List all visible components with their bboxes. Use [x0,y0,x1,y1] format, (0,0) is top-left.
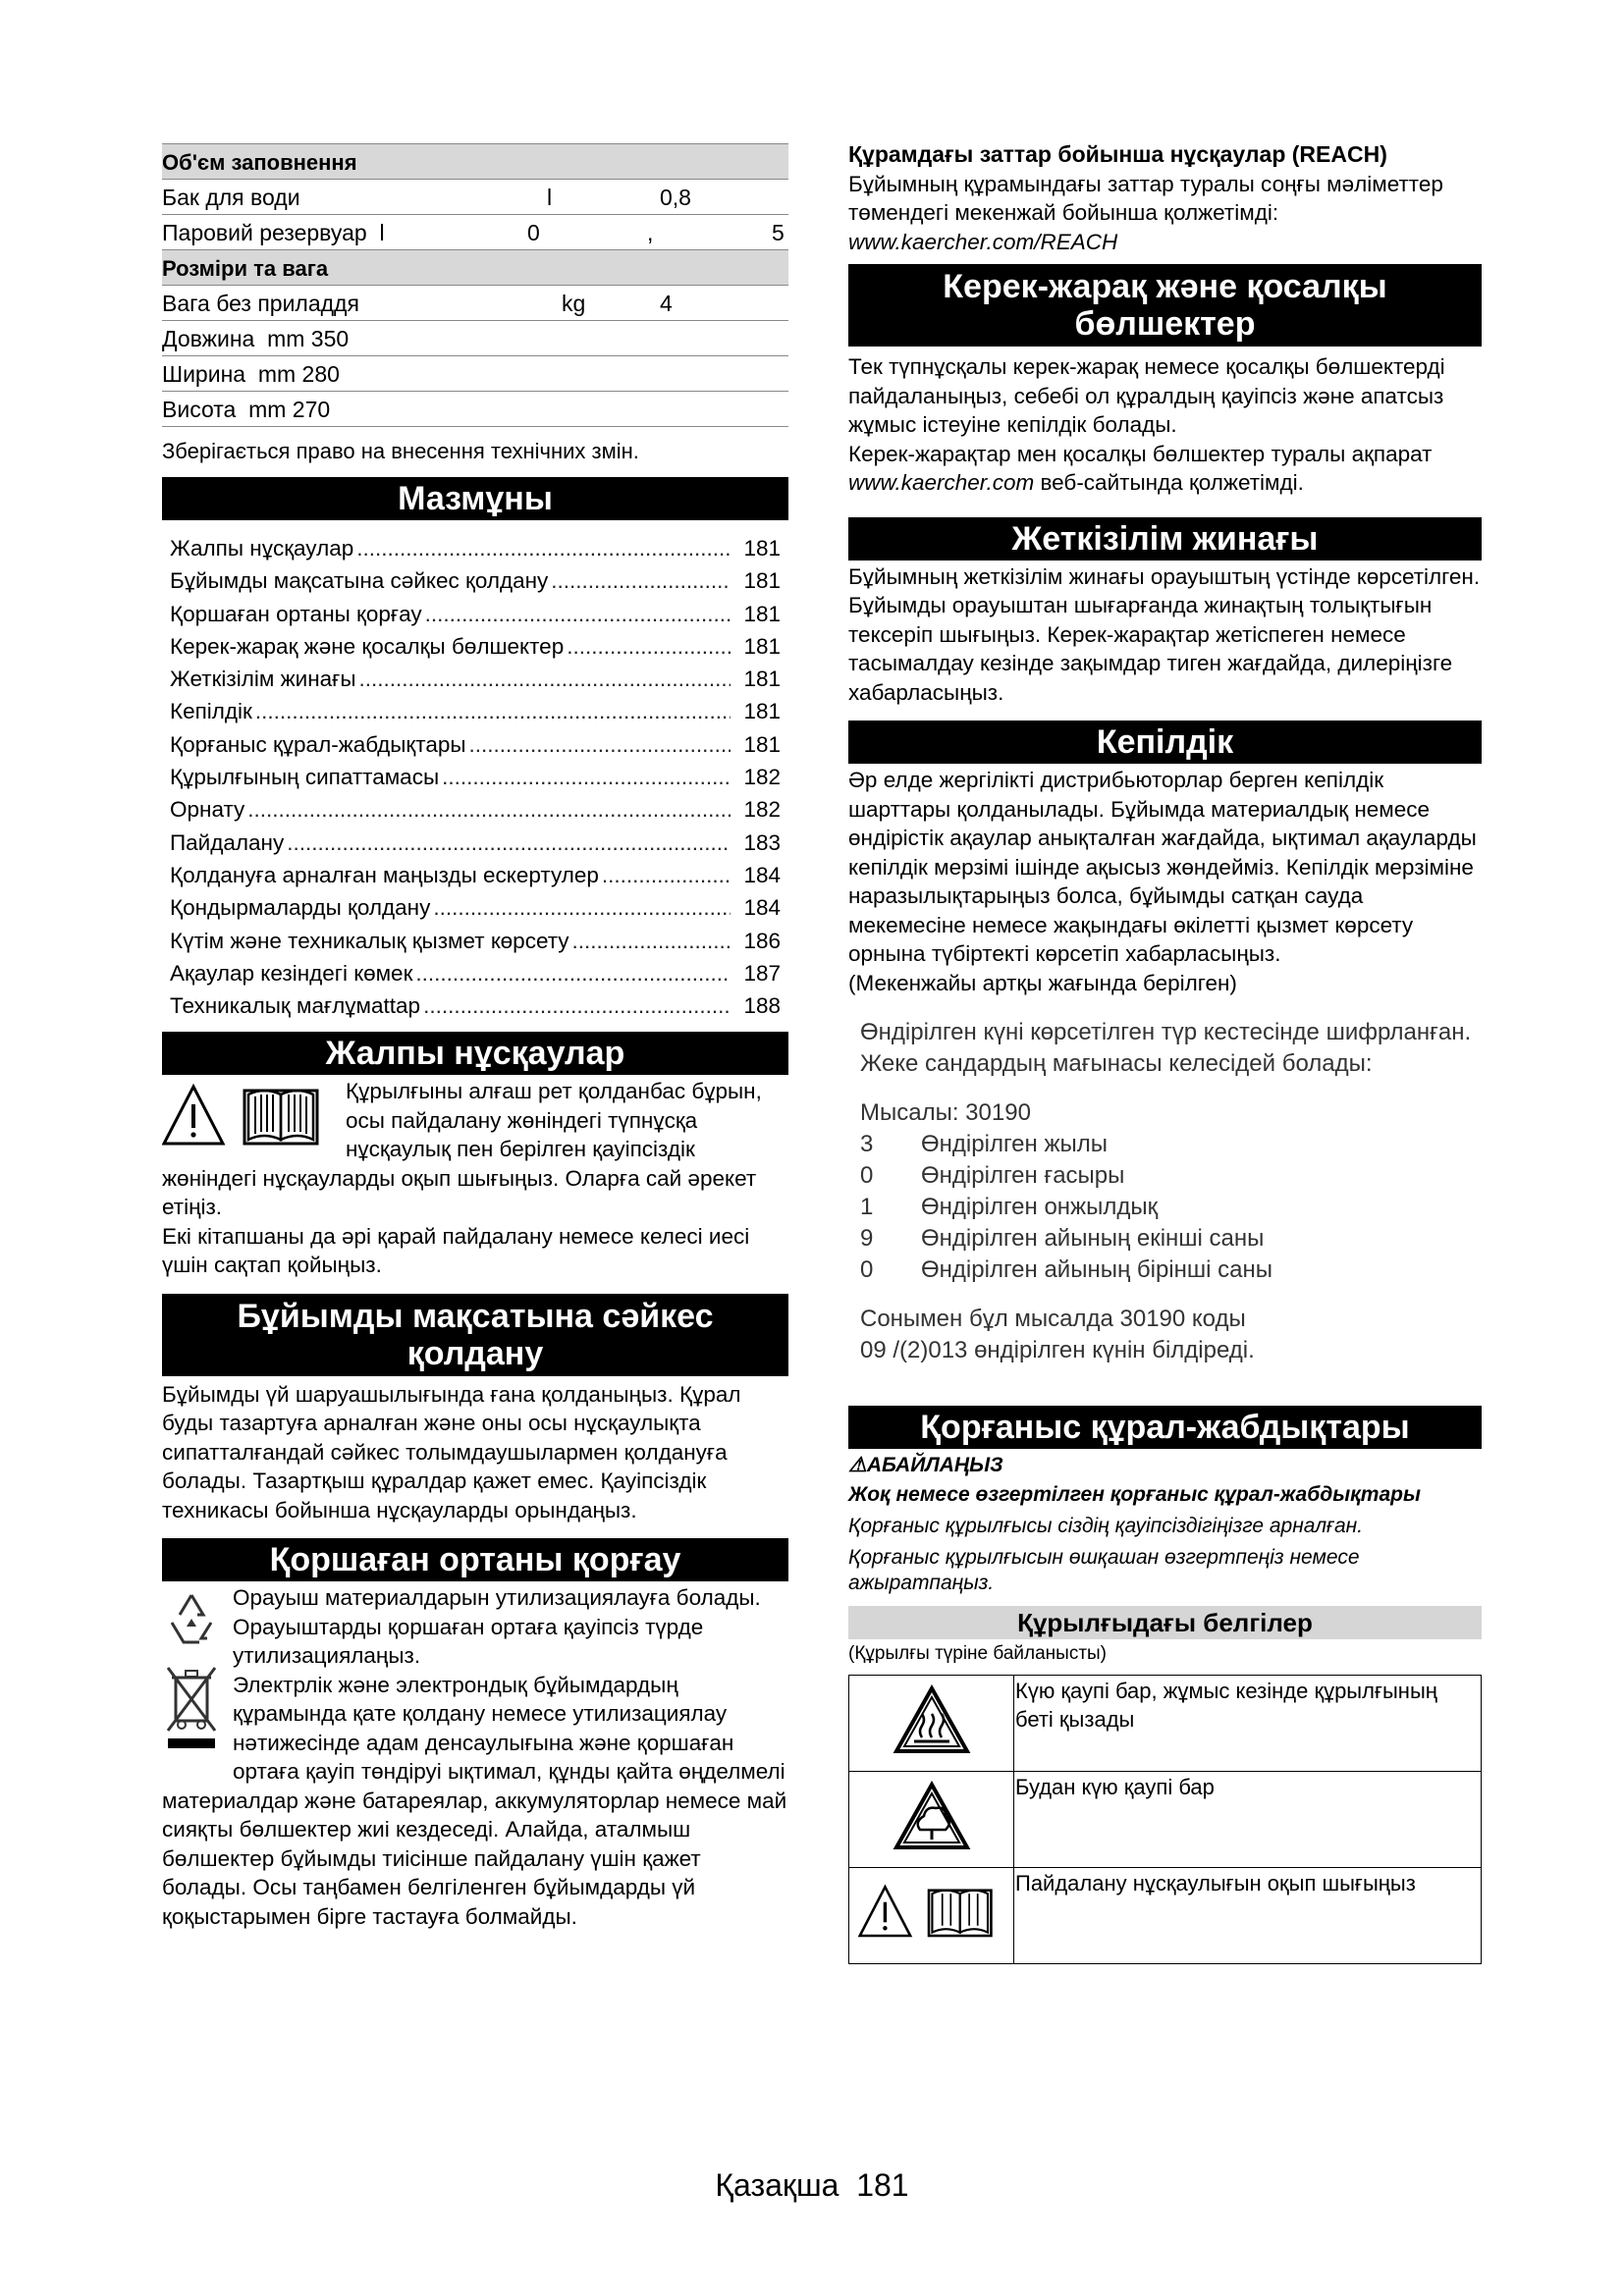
date-code-block [860,1017,1482,1366]
spec-value-extra: 5 [772,220,785,245]
toc-leader-dots [247,793,731,826]
protection-warning [848,1453,1482,1478]
toc-item[interactable] [170,827,781,859]
protection-text-1: Қорғаныс құрылғысы сіздің қауіпсіздігіңізге арналған. [848,1515,1364,1537]
date-code-meaning: Өндірілген ғасыры [921,1162,1125,1189]
date-code-intro-1: Өндірілген күні көрсетілген түр кестесінде шифрланған. [860,1019,1472,1045]
spec-row-weight [162,286,788,321]
date-code-digit: 9 [860,1225,874,1252]
toc-leader-dots [287,827,731,859]
toc-leader-dots [423,989,731,1022]
general-section [162,1077,788,1280]
footer-page-number: 181 [856,2167,909,2203]
spec-header-label: Об'єм заповнення [162,150,357,175]
left-column [162,143,788,1931]
spec-label: Вага без приладдя [162,291,359,316]
footer-language: Қазақша [715,2167,839,2203]
date-code-meaning: Өндірілген айының екінші саны [921,1225,1265,1252]
toc-item[interactable] [170,793,781,826]
warranty-address: (Мекенжайы артқы жағында берілген) [848,970,1237,995]
toc-item-label: Құрылғының сипаттамасы [170,765,440,790]
toc-item[interactable] [170,925,781,957]
date-code-digit: 0 [860,1256,874,1283]
toc-leader-dots [602,859,731,891]
symbols-table [848,1675,1482,1964]
accessories-section [848,352,1482,498]
environment-section [162,1583,788,1931]
symbol-text: Будан күю қаупі бар [1014,1772,1482,1868]
spec-row-width [162,356,788,392]
date-code-conclusion-2: 09 /(2)013 өндірілген күнін білдіреді. [860,1337,1255,1363]
date-code-row [860,1160,1482,1192]
hot-surface-icon [893,1684,971,1755]
environment-text-1: Орауыш материалдарын утилизациялауға болады. Орауыштарды қоршаған ортаға қауіпсіз түрде утилизациялаңыз. [233,1585,761,1669]
toc-item-label: Орнату [170,797,245,823]
toc-item[interactable] [170,957,781,989]
protection-warning-label: АБАЙЛАҢЫЗ [866,1454,1003,1476]
spec-row-length [162,321,788,356]
toc-item[interactable] [170,989,781,1022]
toc-item[interactable] [170,663,781,695]
general-text-1: Құрылғыны алғаш рет қолданбас бұрын, осы пайдалану жөніндегі түпнұсқа нұсқаулық пен берілген қауіпсіздік жөніндегі нұсқауларды оқып шығыңыз. Оларға сай әрекет етіңіз. [162,1079,762,1220]
right-column [848,140,1482,1964]
toc-item-page: 181 [743,731,781,757]
warning-read-manual-icon [162,1083,334,1149]
toc-item-page: 181 [743,568,781,594]
toc-item-label: Қорғаныс құрал-жабдықтары [170,731,466,757]
delivery-text: Бұйымның жеткізілім жинағы орауыштың үстінде көрсетілген. Бұйымды орауыштан шығарғанда жинақтың толықтығын тексеріп шығыңыз. Керек-жарақтар жетіспеген немесе тасымалдау кезінде зақымдар тиген жағдайда, дилеріңізге хабарласыңыз. [848,563,1481,705]
date-code-row [860,1223,1482,1255]
toc-item-page: 181 [743,536,781,561]
symbol-icon-cell [849,1772,1014,1868]
toc-title: Мазмұны [162,477,788,520]
toc-item[interactable] [170,564,781,597]
toc-item-label: Ақаулар кезіндегі көмек [170,960,413,986]
spec-row-steam-tank [162,215,788,250]
spec-header-dimensions [162,250,788,286]
toc-leader-dots [415,957,731,989]
delivery-title: Жеткізілім жинағы [848,517,1482,561]
reach-title: Құрамдағы заттар бойынша нұсқаулар (REACH) [848,141,1387,167]
toc-leader-dots [567,630,731,663]
accessories-text-2 [848,440,1482,498]
spec-unit: kg [562,291,586,316]
toc-item[interactable] [170,532,781,564]
symbol-row-hot-surface [849,1676,1482,1772]
toc-leader-dots [442,761,731,793]
toc-leader-dots [551,564,731,597]
symbol-icon-cell [849,1868,1014,1964]
toc-item-page: 181 [743,699,781,724]
toc-item-label: Пайдалану [170,829,285,855]
toc-item-page: 186 [743,928,781,953]
accessories-title: Керек-жарақ және қосалқы бөлшектер [848,264,1482,347]
toc-item[interactable] [170,891,781,924]
toc-item-label: Техникалық мағлұмattар [170,993,421,1019]
spec-value: , [647,220,654,245]
date-code-meaning: Өндірілген айының бірінші саны [921,1256,1272,1283]
toc-item-label: Күтім және техникалық қызмет көрсету [170,928,569,953]
symbols-title: Құрылғыдағы белгілер [848,1606,1482,1639]
warranty-section [848,766,1482,997]
date-code-meaning: Өндірілген онжылдық [921,1194,1159,1220]
page-footer [0,2167,1624,2204]
toc-item[interactable] [170,761,781,793]
accessories-text-2a: Керек-жарақтар мен қосалқы бөлшектер туралы ақпарат [848,441,1433,466]
toc-leader-dots [572,925,731,957]
toc-item-label: Қолдануға арналған маңызды ескертулер [170,862,599,887]
spec-value: 4 [660,291,673,316]
toc-leader-dots [433,891,731,924]
toc-item-page: 181 [743,667,781,692]
symbols-note: (Құрылғы түріне байланысты) [848,1643,1108,1664]
intended-use-title: Бұйымды мақсатына сәйкес қолдану [162,1294,788,1376]
spec-header-label: Розміри та вага [162,256,329,281]
toc-item-label: Кепілдік [170,699,252,724]
protection-heading: Жоқ немесе өзгертілген қорғаныс құрал-жабдықтары [848,1483,1421,1506]
spec-unit: 0 [527,220,540,245]
toc-item-label: Керек-жарақ және қосалқы бөлшектер [170,633,565,659]
toc-item[interactable] [170,598,781,630]
weee-bin-icon [162,1664,221,1754]
toc-item-label: Жалпы нұсқаулар [170,536,354,561]
accessories-text-2b: веб-сайтында қолжетімді. [1034,470,1304,495]
intended-use-text: Бұйымды үй шаруашылығында ғана қолданыңыз. Құрал буды тазартуға арналған және оны осы нұсқаулықта сипатталғандай сәйкес толымдаушылармен қолдануға болады. Тазартқыш құралдар қажет емес. Қауіпсіздік техникасы бойынша нұсқауларды орындаңыз. [162,1381,741,1522]
symbol-row-read-manual [849,1868,1482,1964]
date-code-digit: 0 [860,1162,874,1189]
toc-item-page: 182 [743,765,781,790]
date-code-rows [860,1129,1482,1286]
date-code-conclusion-1: Сонымен бұл мысалда 30190 коды [860,1306,1246,1332]
general-title: Жалпы нұсқаулар [162,1032,788,1075]
toc-item-label: Бұйымды мақсатына сәйкес қолдану [170,568,549,594]
spec-label: Довжина mm 350 [162,326,350,351]
date-code-row [860,1255,1482,1286]
toc-item-page: 184 [743,895,781,921]
spec-value: 0,8 [660,185,691,210]
date-code-digit: 1 [860,1194,874,1220]
toc-item-page: 181 [743,633,781,659]
spec-table [162,143,788,427]
protection-text-2: Қорғаныс құрылғысын өшқашан өзгертпеңіз немесе ажыратпаңыз. [848,1546,1360,1594]
protection-title: Қорғаныс құрал-жабдықтары [848,1406,1482,1449]
toc-item-page: 188 [743,993,781,1019]
date-code-meaning: Өндірілген жылы [921,1131,1108,1157]
toc-item-page: 184 [743,862,781,887]
toc-leader-dots [356,532,731,564]
accessories-link[interactable]: www.kaercher.com [848,470,1035,495]
toc-item-page: 187 [743,960,781,986]
symbol-row-hot-steam [849,1772,1482,1868]
general-text-2: Екі кітапшаны да әрі қарай пайдалану немесе келесі иесі үшін сақтап қойыңыз. [162,1223,750,1278]
toc-item-label: Жеткізілім жинағы [170,667,356,692]
read-manual-icon [858,1881,1005,1944]
toc-leader-dots [255,695,731,727]
spec-label: Паровий резервуар l [162,220,385,245]
table-of-contents [162,532,788,1022]
toc-leader-dots [425,598,731,630]
toc-item-label: Қоршаған ортаны қорғау [170,601,422,626]
recycle-icon [162,1587,221,1648]
date-code-digit: 3 [860,1131,874,1157]
date-code-row [860,1192,1482,1223]
environment-icons [162,1587,221,1761]
spec-row-water-tank [162,180,788,215]
date-code-row [860,1129,1482,1160]
toc-item-page: 182 [743,797,781,823]
date-code-example: Мысалы: 30190 [860,1099,1031,1126]
accessories-text-1: Тек түпнұсқалы керек-жарақ немесе қосалқы бөлшектерді пайдаланыңыз, себебі ол құралдың қауіпсіз және апатсыз жұмыс істеуіне кепілдік болады. [848,354,1445,437]
toc-item-page: 183 [743,829,781,855]
toc-item-page: 181 [743,601,781,626]
warning-triangle-icon: ⚠ [848,1454,867,1476]
reach-link[interactable]: www.kaercher.com/REACH [848,229,1118,254]
spec-label: Ширина mm 280 [162,361,340,387]
spec-label: Висота mm 270 [162,397,331,422]
warranty-title: Кепілдік [848,721,1482,764]
symbol-text: Пайдалану нұсқаулығын оқып шығыңыз [1014,1868,1482,1964]
reach-text [848,170,1482,257]
protection-section [848,1453,1482,1596]
warranty-text: Әр елде жергілікті дистрибьюторлар берген кепілдік шарттары қолданылады. Бұйымда материалдық немесе өндірістік ақаулар анықталған жағдайда, ықтимал ақауларды кепілдік мерзімі ішінде ақысыз жөндейміз. Кепілдік мерзіміне наразылықтарыңыз болса, бұйымды сатқан сауда мекемесіне немесе жақындағы өкілетті қызмет көрсету орнына түбіртекті көрсетіп хабарласыңыз. [848,768,1477,966]
spec-note: Зберігається право на внесення технічних змін. [162,439,639,463]
symbol-icon-cell [849,1676,1014,1772]
spec-row-height [162,392,788,427]
date-code-intro-2: Жеке сандардың мағынасы келесідей болады: [860,1050,1373,1077]
hot-steam-icon [893,1781,971,1851]
spec-unit: l [547,185,553,210]
toc-leader-dots [469,728,731,761]
spec-label: Бак для води [162,185,300,210]
toc-item[interactable] [170,630,781,663]
symbol-text: Күю қаупі бар, жұмыс кезінде құрылғының беті қызады [1014,1676,1482,1772]
toc-item[interactable] [170,695,781,727]
toc-item-label: Қондырмаларды қолдану [170,895,431,921]
reach-text-body: Бұйымның құрамындағы заттар туралы соңғы мәліметтер төмендегі мекенжай бойынша қолжетімді: [848,171,1443,225]
toc-item[interactable] [170,859,781,891]
toc-item[interactable] [170,728,781,761]
spec-header-fill-volume [162,144,788,180]
toc-leader-dots [359,663,731,695]
environment-text-2: Электрлік және электрондық бұйымдардың құрамында қате қолдану немесе утилизациялау нәтижесінде адам денсаулығына және қоршаған ортаға қауіп төндіруі ықтимал, құнды қайта өңделмелі материалдар және батареялар, аккумуляторлар немесе май сияқты бөлшектер жиі кездеседі. Алайда, аталмыш бөлшектер бұйымды тиісінше пайдалану үшін қажет болады. Осы таңбамен белгіленген бұйымдарды үй қоқыстарымен бірге тастауға болмайды. [162,1672,787,1929]
environment-title: Қоршаған ортаны қорғау [162,1538,788,1581]
